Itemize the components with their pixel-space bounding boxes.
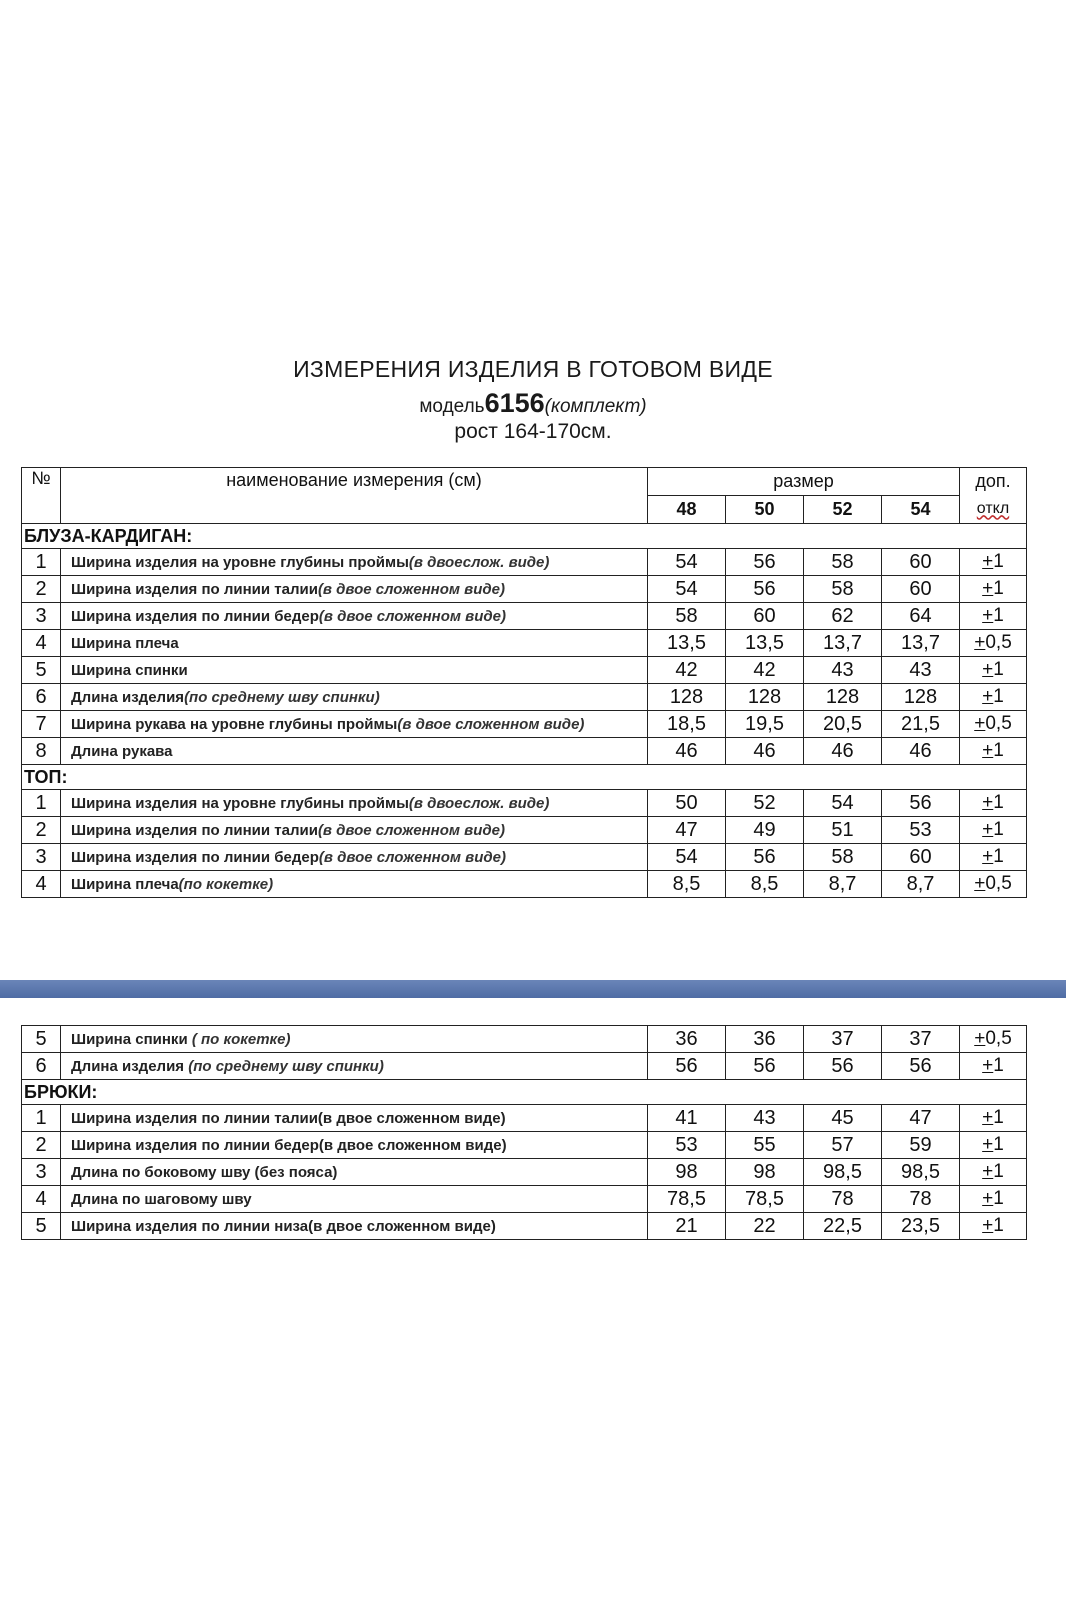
measurement-label: Ширина изделия на уровне глубины проймы	[71, 553, 409, 571]
measurement-name	[61, 630, 648, 657]
value-size-52: 46	[804, 738, 882, 765]
value-size-50: 36	[726, 1026, 804, 1053]
measurement-label: Ширина изделия по линии талии	[71, 580, 318, 598]
value-size-50: 8,5	[726, 871, 804, 898]
measurement-name	[61, 871, 648, 898]
tolerance-value: +1	[960, 1213, 1027, 1240]
row-number: 6	[22, 684, 61, 711]
value-size-54: 98,5	[882, 1159, 960, 1186]
table-row	[22, 1105, 1027, 1132]
tolerance-value: +0,5	[960, 711, 1027, 738]
measurements-table-part-1	[21, 467, 1027, 898]
value-size-52: 62	[804, 603, 882, 630]
value-size-50: 22	[726, 1213, 804, 1240]
table-row	[22, 1213, 1027, 1240]
row-number: 6	[22, 1053, 61, 1080]
value-size-50: 49	[726, 817, 804, 844]
value-size-54: 56	[882, 1053, 960, 1080]
measurement-name	[61, 790, 648, 817]
value-size-48: 21	[648, 1213, 726, 1240]
tolerance-value: +1	[960, 790, 1027, 817]
value-size-52: 51	[804, 817, 882, 844]
measurement-name	[61, 1213, 648, 1240]
section-title: БРЮКИ:	[22, 1080, 1027, 1105]
measurement-name	[61, 1186, 648, 1213]
value-size-52: 57	[804, 1132, 882, 1159]
value-size-50: 52	[726, 790, 804, 817]
value-size-52: 58	[804, 576, 882, 603]
value-size-50: 19,5	[726, 711, 804, 738]
model-number: 6156	[484, 388, 545, 418]
measurement-note: (по кокетке)	[178, 875, 274, 893]
measurement-label: Ширина спинки	[71, 1030, 192, 1048]
measurement-label: Ширина изделия на уровне глубины проймы	[71, 794, 409, 812]
measurement-name	[61, 657, 648, 684]
value-size-48: 54	[648, 576, 726, 603]
row-number: 2	[22, 1132, 61, 1159]
model-note: (комплект)	[544, 396, 647, 417]
model-prefix: модель	[419, 396, 485, 417]
section-title: ТОП:	[22, 765, 1027, 790]
row-number: 7	[22, 711, 61, 738]
measurement-name	[61, 1105, 648, 1132]
measurement-note: (по среднему шву спинки)	[184, 688, 380, 706]
value-size-48: 47	[648, 817, 726, 844]
value-size-54: 8,7	[882, 871, 960, 898]
row-number: 4	[22, 871, 61, 898]
value-size-52: 58	[804, 844, 882, 871]
value-size-52: 22,5	[804, 1213, 882, 1240]
value-size-52: 78	[804, 1186, 882, 1213]
value-size-52: 43	[804, 657, 882, 684]
value-size-50: 60	[726, 603, 804, 630]
measurement-name	[61, 603, 648, 630]
measurement-label: Ширина спинки	[71, 661, 188, 679]
section-title: БЛУЗА-КАРДИГАН:	[22, 524, 1027, 549]
section-header-top	[22, 765, 1027, 790]
table-row	[22, 1026, 1027, 1053]
row-number: 1	[22, 1105, 61, 1132]
value-size-48: 56	[648, 1053, 726, 1080]
value-size-48: 54	[648, 549, 726, 576]
section-divider-bar	[0, 980, 1066, 998]
value-size-48: 18,5	[648, 711, 726, 738]
value-size-54: 37	[882, 1026, 960, 1053]
value-size-50: 13,5	[726, 630, 804, 657]
table-row	[22, 844, 1027, 871]
measurement-note: (в двое сложенном виде)	[317, 580, 505, 598]
measurement-label: Ширина изделия по линии бедер	[71, 848, 319, 866]
tolerance-value: +0,5	[960, 1026, 1027, 1053]
measurement-name	[61, 684, 648, 711]
row-number: 2	[22, 576, 61, 603]
measurement-name	[61, 1053, 648, 1080]
row-number: 3	[22, 1159, 61, 1186]
measurement-label: Длина по шаговому шву	[71, 1190, 252, 1208]
value-size-48: 41	[648, 1105, 726, 1132]
measurement-note: (в двое сложенном виде)	[318, 607, 506, 625]
table-row	[22, 657, 1027, 684]
measurement-label: Ширина изделия по линии бедер(в двое сложенном виде)	[71, 1136, 507, 1154]
table-row	[22, 576, 1027, 603]
table-row	[22, 1159, 1027, 1186]
value-size-48: 54	[648, 844, 726, 871]
value-size-48: 128	[648, 684, 726, 711]
measurement-label: Ширина рукава на уровне глубины проймы	[71, 715, 398, 733]
row-number: 1	[22, 549, 61, 576]
measurement-name	[61, 1132, 648, 1159]
value-size-52: 58	[804, 549, 882, 576]
table-row	[22, 1053, 1027, 1080]
header-row	[22, 468, 1027, 496]
tolerance-value: +1	[960, 1105, 1027, 1132]
table-row	[22, 549, 1027, 576]
measurement-note: (по среднему шву спинки)	[188, 1057, 384, 1075]
document-title: ИЗМЕРЕНИЯ ИЗДЕЛИЯ В ГОТОВОМ ВИДЕ	[293, 356, 773, 382]
value-size-54: 23,5	[882, 1213, 960, 1240]
value-size-48: 8,5	[648, 871, 726, 898]
row-number: 5	[22, 657, 61, 684]
value-size-52: 128	[804, 684, 882, 711]
header-size: размер	[648, 468, 960, 496]
measurement-note: ( по кокетке)	[191, 1030, 291, 1048]
measurement-label: Ширина изделия по линии низа(в двое сложенном виде)	[71, 1217, 496, 1235]
header-size-50: 50	[726, 496, 804, 524]
value-size-54: 43	[882, 657, 960, 684]
row-number: 3	[22, 603, 61, 630]
value-size-52: 20,5	[804, 711, 882, 738]
tolerance-value: +0,5	[960, 630, 1027, 657]
value-size-52: 13,7	[804, 630, 882, 657]
table-row	[22, 817, 1027, 844]
row-number: 3	[22, 844, 61, 871]
tolerance-value: +1	[960, 1053, 1027, 1080]
value-size-48: 58	[648, 603, 726, 630]
value-size-52: 98,5	[804, 1159, 882, 1186]
measurement-name	[61, 817, 648, 844]
header-size-52: 52	[804, 496, 882, 524]
row-number: 2	[22, 817, 61, 844]
header-size-48: 48	[648, 496, 726, 524]
value-size-50: 56	[726, 1053, 804, 1080]
measurement-name	[61, 1026, 648, 1053]
value-size-48: 53	[648, 1132, 726, 1159]
value-size-50: 42	[726, 657, 804, 684]
header-number: №	[22, 468, 61, 524]
value-size-52: 8,7	[804, 871, 882, 898]
value-size-50: 78,5	[726, 1186, 804, 1213]
value-size-54: 56	[882, 790, 960, 817]
tolerance-value: +0,5	[960, 871, 1027, 898]
value-size-54: 60	[882, 576, 960, 603]
value-size-54: 60	[882, 549, 960, 576]
value-size-52: 56	[804, 1053, 882, 1080]
value-size-54: 59	[882, 1132, 960, 1159]
value-size-50: 46	[726, 738, 804, 765]
value-size-48: 42	[648, 657, 726, 684]
measurement-note: (в двое сложенном виде)	[397, 715, 585, 733]
tolerance-value: +1	[960, 549, 1027, 576]
measurement-label: Длина изделия	[71, 688, 185, 706]
table-row	[22, 871, 1027, 898]
value-size-50: 55	[726, 1132, 804, 1159]
measurement-label: Длина по боковому шву (без пояса)	[71, 1163, 338, 1181]
value-size-50: 98	[726, 1159, 804, 1186]
value-size-54: 128	[882, 684, 960, 711]
value-size-50: 56	[726, 576, 804, 603]
table-row	[22, 684, 1027, 711]
table-row	[22, 790, 1027, 817]
header-size-54: 54	[882, 496, 960, 524]
row-number: 8	[22, 738, 61, 765]
measurement-name	[61, 1159, 648, 1186]
measurement-name	[61, 844, 648, 871]
measurement-name	[61, 738, 648, 765]
value-size-50: 43	[726, 1105, 804, 1132]
measurement-note: (в двое сложенном виде)	[318, 848, 506, 866]
table-row	[22, 738, 1027, 765]
row-number: 1	[22, 790, 61, 817]
measurement-name	[61, 711, 648, 738]
value-size-54: 64	[882, 603, 960, 630]
row-number: 5	[22, 1213, 61, 1240]
value-size-48: 50	[648, 790, 726, 817]
table-row	[22, 711, 1027, 738]
header-tolerance-deviation: откл	[960, 496, 1027, 524]
measurement-label: Ширина изделия по линии бедер	[71, 607, 319, 625]
measurement-name	[61, 549, 648, 576]
header-measurement-name: наименование измерения (см)	[61, 468, 648, 524]
tolerance-value: +1	[960, 1159, 1027, 1186]
tolerance-value: +1	[960, 684, 1027, 711]
header-tolerance: доп.	[960, 468, 1027, 496]
measurement-name	[61, 576, 648, 603]
value-size-50: 128	[726, 684, 804, 711]
value-size-50: 56	[726, 549, 804, 576]
measurement-label: Ширина плеча	[71, 634, 179, 652]
model-line	[0, 388, 1066, 419]
value-size-48: 36	[648, 1026, 726, 1053]
table-row	[22, 1132, 1027, 1159]
tolerance-value: +1	[960, 1186, 1027, 1213]
section-header-blouse	[22, 524, 1027, 549]
value-size-48: 78,5	[648, 1186, 726, 1213]
tolerance-value: +1	[960, 817, 1027, 844]
table-row	[22, 630, 1027, 657]
table-row	[22, 603, 1027, 630]
value-size-54: 78	[882, 1186, 960, 1213]
value-size-48: 98	[648, 1159, 726, 1186]
measurement-label: Длина рукава	[71, 742, 173, 760]
measurement-label: Ширина плеча	[71, 875, 179, 893]
value-size-50: 56	[726, 844, 804, 871]
measurement-label: Ширина изделия по линии талии(в двое сложенном виде)	[71, 1109, 506, 1127]
measurements-table-part-2	[21, 1025, 1027, 1240]
value-size-54: 21,5	[882, 711, 960, 738]
value-size-52: 54	[804, 790, 882, 817]
tolerance-value: +1	[960, 603, 1027, 630]
section-header-trousers	[22, 1080, 1027, 1105]
row-number: 4	[22, 630, 61, 657]
value-size-54: 13,7	[882, 630, 960, 657]
value-size-48: 46	[648, 738, 726, 765]
measurement-label: Длина изделия	[71, 1057, 189, 1075]
tolerance-value: +1	[960, 844, 1027, 871]
value-size-54: 53	[882, 817, 960, 844]
tolerance-value: +1	[960, 738, 1027, 765]
row-number: 5	[22, 1026, 61, 1053]
value-size-54: 60	[882, 844, 960, 871]
measurement-note: (в двоеслож. виде)	[408, 553, 550, 571]
tolerance-value: +1	[960, 576, 1027, 603]
value-size-52: 37	[804, 1026, 882, 1053]
table-row	[22, 1186, 1027, 1213]
value-size-54: 47	[882, 1105, 960, 1132]
height-range: рост 164-170см.	[454, 420, 612, 443]
value-size-48: 13,5	[648, 630, 726, 657]
value-size-52: 45	[804, 1105, 882, 1132]
measurement-note: (в двоеслож. виде)	[408, 794, 550, 812]
tolerance-value: +1	[960, 657, 1027, 684]
measurement-label: Ширина изделия по линии талии	[71, 821, 318, 839]
measurement-note: (в двое сложенном виде)	[317, 821, 505, 839]
value-size-54: 46	[882, 738, 960, 765]
tolerance-value: +1	[960, 1132, 1027, 1159]
row-number: 4	[22, 1186, 61, 1213]
